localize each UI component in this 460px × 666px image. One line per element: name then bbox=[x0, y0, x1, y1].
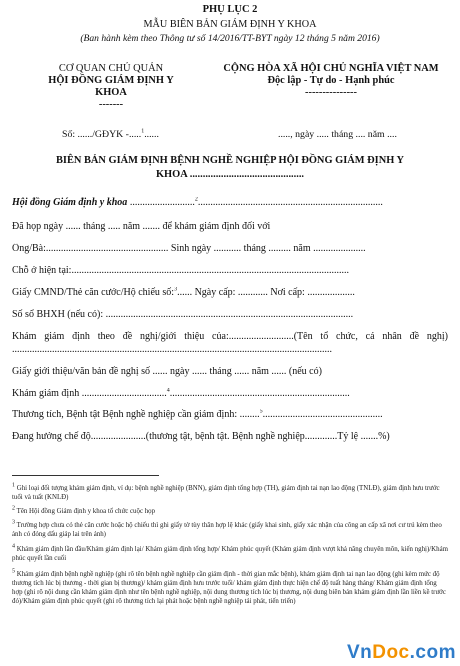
site-watermark bbox=[347, 642, 456, 664]
document-number-tail: ...... bbox=[144, 129, 159, 140]
country-name: CỘNG HÒA XÃ HỘI CHỦ NGHĨA VIỆT NAM bbox=[223, 63, 439, 74]
minutes-title-line2: KHOA ............................................ bbox=[155, 169, 305, 180]
injury-label: Thương tích, Bệnh tật Bệnh nghề nghiệp cần giám định: ........ bbox=[12, 409, 260, 420]
footnote-2-number: 2 bbox=[12, 505, 15, 512]
council-name-line2: KHOA bbox=[95, 87, 127, 98]
council-tail: .......................................................................... bbox=[197, 197, 383, 208]
footnote-ref-1: 1 bbox=[141, 128, 145, 135]
footnote-2 bbox=[12, 507, 448, 516]
footnote-5-text: Khám giám định bệnh nghề nghiệp (ghi rõ tên bệnh nghề nghiệp cần giám định - thời gian mắc bệnh), khám giám định tai nạn lao động (ghi kèm mức độ thương tích lúc bị thương - thời gian bị thương)/ khám giám định hưu trước tuổi/ khám giám định thực hiện chế độ tuất hàng tháng/ Khám giám định tổng hợp (ghi rõ nội dung cần khám giám định như tên bệnh nghề nghiệp, nội dung thương tích lúc bị thương, nội dung biên bản khám giám định lần liền kề trước đó)/Khám giám định phúc quyết (ghi rõ thương tích lại phát hoặc bệnh nghề nghiệp tái phát, tiến triển) bbox=[12, 571, 446, 605]
footnote-3 bbox=[12, 521, 448, 539]
injury-dots: ................................................ bbox=[262, 409, 383, 420]
id-document-line bbox=[12, 287, 448, 298]
council-line bbox=[12, 197, 448, 208]
footnote-ref-2: 2 bbox=[194, 197, 198, 203]
watermark-part3: .com bbox=[409, 642, 456, 663]
footnote-4-text: Khám giám định lần đầu/Khám giám định lại/ Khám giám định tổng hợp/ Khám phúc quyết (Khám giám định vượt khả năng chuyên môn, kiến nghị)/Khám phúc quyết lần cuối bbox=[12, 546, 449, 562]
footnote-1-number: 1 bbox=[12, 482, 15, 489]
document-number-text: Số: ....../GĐYK -..... bbox=[62, 129, 142, 140]
national-block bbox=[216, 63, 446, 99]
footnote-1-text: Ghi loại đối tượng khám giám định, ví dụ: bệnh nghề nghiệp (BNN), giám định tổng hợp (TH), giám định tai nạn lao động (TNLĐ), giám định hưu trước tuổi và tuất (KNLĐ) bbox=[12, 485, 440, 501]
footnote-divider bbox=[12, 475, 159, 476]
footnote-1 bbox=[12, 484, 448, 502]
parent-agency: CƠ QUAN CHỦ QUẢN bbox=[58, 63, 164, 74]
introduction-letter-line: Giấy giới thiệu/văn bản đề nghị số ...... ngày ...... tháng ...... năm ...... (nếu có) bbox=[12, 366, 322, 377]
council-label: Hội đồng Giám định y khoa bbox=[12, 197, 128, 208]
footnote-3-text: Trường hợp chưa có thẻ căn cước hoặc hộ chiếu thì ghi giấy tờ tùy thân hợp lệ khác (giấy khai sinh, giấy xác nhận của công an cấp xã nơi cư trú kèm theo ảnh có đóng dấu giáp lai trên ảnh) bbox=[12, 522, 442, 538]
footnote-4-number: 4 bbox=[12, 543, 15, 550]
address-line: Chỗ ở hiện tại:............................................................................................................... bbox=[12, 265, 349, 276]
footnote-2-text: Tên Hội đồng Giám định y khoa tổ chức cuộc họp bbox=[16, 508, 156, 515]
injury-line bbox=[12, 409, 448, 420]
form-title: MẪU BIÊN BẢN GIÁM ĐỊNH Y KHOA bbox=[143, 19, 317, 30]
document-date: ....., ngày ..... tháng .... năm .... bbox=[278, 129, 397, 140]
agency-separator: ------- bbox=[98, 99, 124, 110]
person-line: Ông/Bà:................................................. Sinh ngày ........... tháng ......... năm ..................... bbox=[12, 243, 366, 254]
footnote-4 bbox=[12, 545, 448, 563]
agency-block bbox=[18, 63, 204, 111]
referral-line: Khám giám định theo đề nghị/giới thiệu của:..........................(Tên tổ chức, cá nhân đề nghị) ................................................................................................................................ bbox=[12, 331, 448, 355]
insurance-line: Số sổ BHXH (nếu có): ................................................................................................... bbox=[12, 309, 354, 320]
footnote-3-number: 3 bbox=[12, 519, 15, 526]
watermark-part2: Doc bbox=[372, 642, 410, 663]
council-name-line1: HỘI ĐỒNG GIÁM ĐỊNH Y bbox=[48, 75, 174, 86]
minutes-title bbox=[12, 154, 448, 182]
exam-type-line bbox=[12, 388, 448, 399]
motto-separator: --------------- bbox=[305, 87, 357, 98]
footnote-ref-4: 4 bbox=[166, 388, 170, 394]
issuance-note: (Ban hành kèm theo Thông tư số 14/2016/TT-BYT ngày 12 tháng 5 năm 2016) bbox=[80, 33, 380, 44]
footnote-5-number: 5 bbox=[12, 568, 15, 575]
minutes-title-line1: BIÊN BẢN GIÁM ĐỊNH BỆNH NGHỀ NGHIỆP HỘI ĐỒNG GIÁM ĐỊNH Y bbox=[55, 155, 405, 166]
council-dots: .......................... bbox=[127, 197, 195, 208]
footnote-5 bbox=[12, 570, 448, 606]
id-document-details: ...... Ngày cấp: ............ Nơi cấp: ................... bbox=[177, 287, 355, 298]
benefit-line: Đang hưởng chế độ......................(thương tật, bệnh tật. Bệnh nghề nghiệp.............Tỷ lệ .......%) bbox=[12, 431, 390, 442]
national-motto: Độc lập - Tự do - Hạnh phúc bbox=[267, 75, 395, 86]
id-document-label: Giấy CMND/Thẻ căn cước/Hộ chiếu số: bbox=[12, 287, 175, 298]
appendix-heading: PHỤ LỤC 2 bbox=[202, 4, 258, 15]
footnote-ref-5: 5 bbox=[259, 409, 263, 415]
meeting-line: Đã họp ngày ...... tháng ..... năm ....... để khám giám định đối với bbox=[12, 221, 271, 232]
footnote-ref-3: 3 bbox=[174, 287, 178, 293]
document-number bbox=[62, 129, 159, 140]
exam-type-dots: ........................................................................ bbox=[169, 388, 350, 399]
watermark-part1: Vn bbox=[346, 642, 373, 663]
exam-type-label: Khám giám định .................................. bbox=[12, 388, 167, 399]
